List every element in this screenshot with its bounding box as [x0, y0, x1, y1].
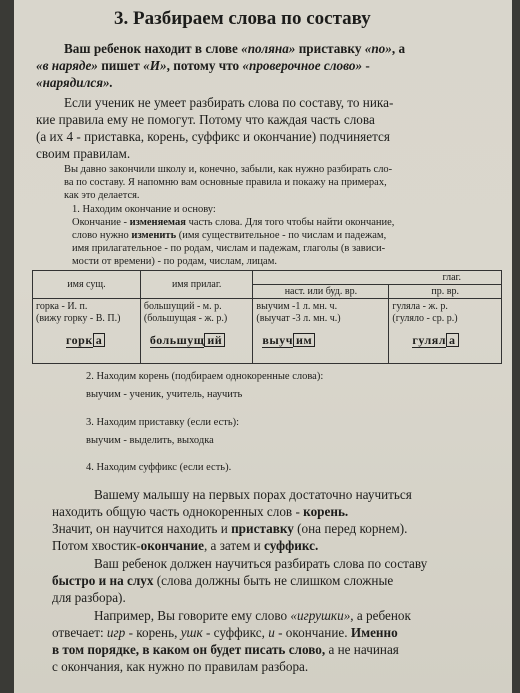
cell-form: выучим -1 л. мн. ч. — [256, 301, 338, 312]
step2-heading: 2. Находим корень (подбираем однокоренные слова): — [86, 371, 324, 382]
step1-text: часть слова. Для того чтобы найти окончание, — [185, 217, 395, 228]
bottom-text: Значит, он научится находить и — [52, 521, 232, 536]
bottom-p1-line — [52, 504, 348, 521]
stem: горк — [66, 333, 93, 347]
step1-text: слово нужно — [72, 230, 132, 241]
intro-line-2 — [36, 57, 370, 74]
para3-line: Вы давно закончили школу и, конечно, забыли, как нужно разбирать сло- — [64, 164, 393, 175]
bottom-text: (слова должны быть не слишком сложные — [153, 573, 394, 588]
table-cell — [253, 299, 389, 364]
intro-line-1 — [64, 40, 405, 57]
table-cell — [140, 299, 253, 364]
emphasis-imenno: Именно — [350, 625, 398, 640]
letter-i: «И» — [143, 58, 167, 73]
stem-ending-example — [150, 333, 250, 348]
morphology-table — [32, 270, 502, 364]
header-adjective: имя прилаг. — [140, 271, 253, 299]
term-koren: корень. — [303, 504, 349, 519]
header-past: пр. вр. — [389, 285, 502, 299]
para2-line: (а их 4 - приставка, корень, суффикс и окончание) подчиняется — [36, 129, 390, 144]
morph-i: и — [268, 625, 275, 640]
step1-emphasis: изменить — [131, 230, 177, 241]
step1-line-1 — [72, 216, 394, 229]
stem: гулял — [412, 333, 447, 347]
bottom-p1-line: Вашему малышу на первых порах достаточно научиться — [94, 487, 412, 502]
step2-examples: выучим - ученик, учитель, научить — [86, 389, 243, 400]
cell-form-alt: (гуляло - ср. р.) — [392, 313, 458, 324]
bottom-p3-line — [52, 625, 398, 642]
cell-form: гуляла - ж. р. — [392, 301, 448, 312]
table-cell — [389, 299, 502, 364]
proverochnoe-slovo: «проверочное слово» — [242, 58, 363, 73]
step1-line-4: мости от времени) - по родам, числам, лицам. — [72, 256, 277, 267]
bottom-text: , а ребенок — [350, 608, 411, 623]
prefix-po: «по» — [364, 41, 392, 56]
bottom-text: (она перед корнем). — [293, 521, 408, 536]
bottom-p2-line: Ваш ребенок должен научиться разбирать слова по составу — [94, 556, 428, 571]
bottom-text: , а затем и — [203, 538, 265, 553]
bottom-p3-line: с окончания, как нужно по правилам разбора. — [52, 659, 309, 674]
intro-line-3: «нарядился». — [36, 75, 113, 90]
bottom-text: отвечает: — [52, 625, 107, 640]
bottom-text: а не начиная — [325, 642, 399, 657]
emphasis-order: в том порядке, в каком он будет писать слово, — [52, 642, 326, 657]
term-bystro: быстро и на слух — [52, 573, 154, 588]
book-page — [14, 0, 512, 693]
bottom-p1-line — [52, 521, 407, 538]
para2-line: кие правила ему не помогут. Потому что каждая часть слова — [36, 112, 375, 127]
cell-form-alt: (большущая - ж. р.) — [143, 313, 228, 324]
step1-heading: 1. Находим окончание и основу: — [72, 204, 216, 215]
step3-heading: 3. Находим приставку (если есть): — [86, 417, 240, 428]
ending-box: а — [93, 333, 106, 347]
cell-form-alt: (выучат -3 л. мн. ч.) — [256, 313, 341, 324]
bottom-text: - окончание. — [274, 625, 351, 640]
word-v-naryade: «в наряде» — [36, 58, 98, 73]
step4-heading: 4. Находим суффикс (если есть). — [86, 462, 232, 473]
word-igrushki: «игрушки» — [290, 608, 351, 623]
header-verb: глаг. — [253, 271, 502, 285]
bottom-text: - корень, — [125, 625, 181, 640]
bottom-text: - суффикс, — [202, 625, 269, 640]
stem: большущ — [149, 333, 205, 347]
cell-form: большущий - м. р. — [143, 301, 222, 312]
step3-examples: выучим - выделить, выходка — [86, 435, 214, 446]
bottom-text: находить общую часть однокоренных слов - — [52, 504, 304, 519]
table-cell — [33, 299, 141, 364]
step1-text: (имя существительное - по числам и падежам, — [176, 230, 387, 241]
term-suffiks: суффикс. — [264, 538, 319, 553]
intro-text: Ваш ребенок находит в слове — [64, 41, 242, 56]
para3-line: как это делается. — [64, 190, 140, 201]
cell-form: горка - И. п. — [36, 301, 88, 312]
header-noun: имя сущ. — [33, 271, 141, 299]
stem-ending-example — [412, 333, 498, 348]
ending-box: ий — [204, 333, 225, 347]
para2-line: Если ученик не умеет разбирать слова по составу, то ника- — [64, 95, 394, 110]
bottom-text: Например, Вы говорите ему слово — [94, 608, 291, 623]
ending-box: им — [293, 333, 315, 347]
page-title: 3. Разбираем слова по составу — [114, 8, 371, 29]
intro-text: пишет — [97, 58, 144, 73]
step1-emphasis: изменяемая — [129, 217, 186, 228]
term-pristavka: приставку — [231, 521, 294, 536]
intro-text: приставку — [295, 41, 365, 56]
bottom-p1-line — [52, 538, 318, 555]
morph-ushk: ушк — [180, 625, 203, 640]
intro-text: , а — [391, 41, 406, 56]
stem: выуч — [262, 333, 294, 347]
step1-line-3: имя прилагательное - по родам, числам и падежам, глаголы (в зависи- — [72, 243, 386, 254]
para3-line: ва по составу. Я напомню вам основные правила и покажу на примерах, — [64, 177, 387, 188]
step1-text: Окончание - — [72, 217, 130, 228]
morph-igr: игр — [106, 625, 126, 640]
bottom-p2-line — [52, 573, 393, 590]
stem-ending-example — [262, 333, 385, 348]
ending-box: а — [446, 333, 459, 347]
bottom-text: Потом хвостик- — [52, 538, 141, 553]
bottom-p3-line — [94, 608, 411, 625]
cell-form-alt: (вижу горку - В. П.) — [36, 313, 121, 324]
step1-line-2 — [72, 229, 386, 242]
intro-text: , потому что — [166, 58, 243, 73]
word-polyana: «поляна» — [241, 41, 296, 56]
bottom-p3-line — [52, 642, 399, 659]
bottom-p2-line: для разбора). — [52, 590, 126, 605]
intro-text: - — [362, 58, 370, 73]
header-present-future: наст. или буд. вр. — [253, 285, 389, 299]
term-okonchanie: окончание — [140, 538, 204, 553]
stem-ending-example — [66, 333, 137, 348]
para2-line: своим правилам. — [36, 146, 131, 161]
